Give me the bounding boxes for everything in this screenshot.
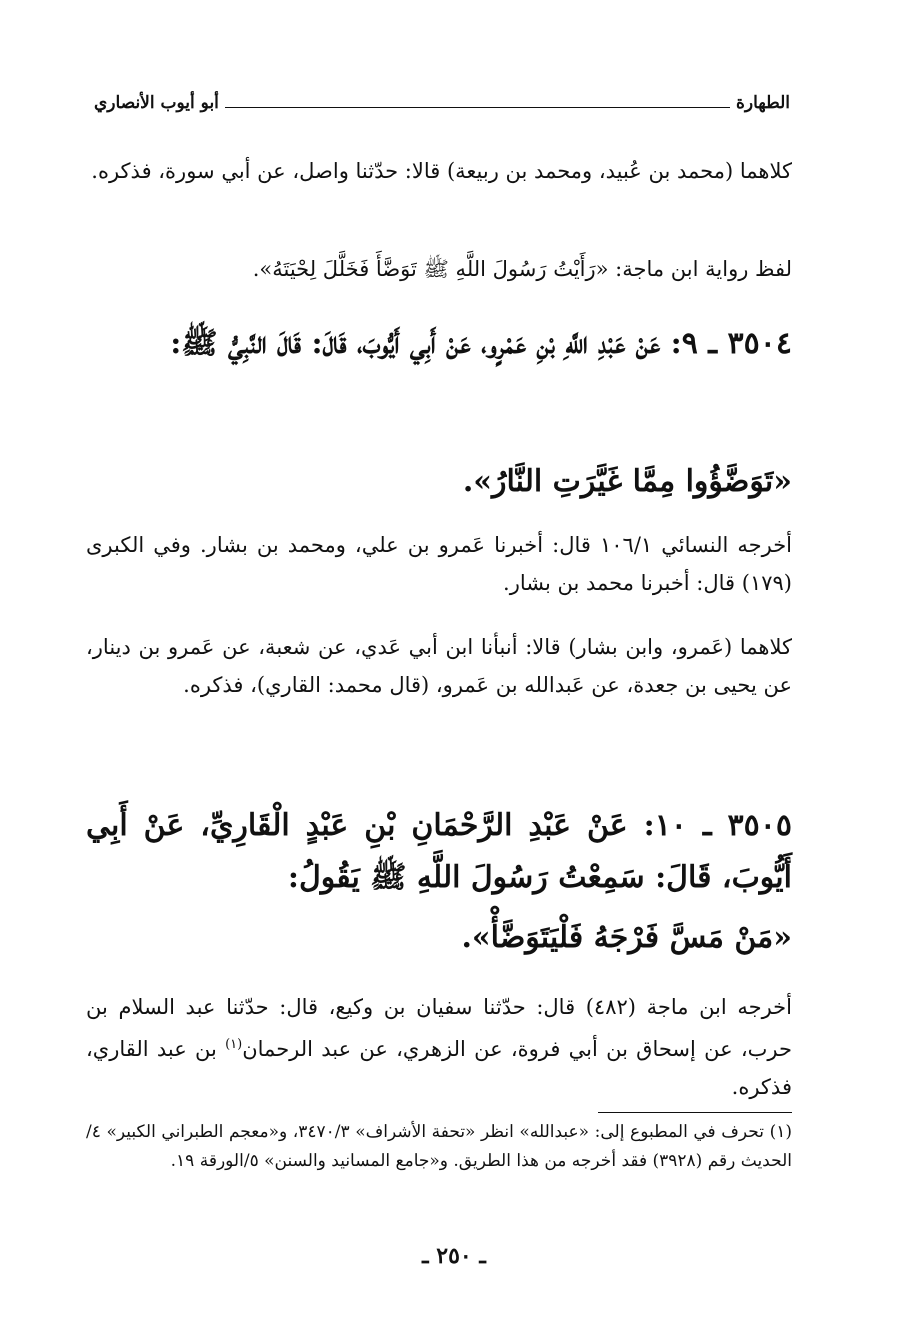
- paragraph-text: أخرجه ابن ماجة (٤٨٢) قال: حدّثنا سفيان بن وكيع، قال: حدّثنا عبد السلام بن حرب، عن إسحاق بن أبي فروة، عن الزهري، عن عبد الرحمان: [86, 995, 792, 1061]
- paragraph-text: كلاهما (محمد بن عُبيد، ومحمد بن ربيعة) قالا: حدّثنا واصل، عن أبي سورة، فذكره.: [91, 159, 792, 183]
- paragraph-chain-2: [86, 628, 792, 704]
- paragraph-ibn-majah-wording: [86, 250, 792, 288]
- hadith-3505-quote: [86, 912, 792, 964]
- paragraph-text: كلاهما (عَمرو، وابن بشار) قالا: أنبأنا ابن أبي عَدي، عن شعبة، عن عَمرو بن دينار، عن يحيى بن جعدة، عن عَبدالله بن عَمرو، (قال محمد: القاري)، فذكره.: [86, 635, 792, 697]
- header-chapter: الطهارة: [736, 93, 790, 113]
- hadith-text: ٣٥٠٤ ـ ٩: عَنْ عَبْدِ اللَّهِ بْنِ عَمْرٍو، عَنْ أَبِي أَيُّوبَ، قَالَ: قَالَ النَّبِيُّ ﷺ:: [170, 326, 792, 361]
- paragraph-text: لفظ رواية ابن ماجة: «رَأَيْتُ رَسُولَ اللَّهِ ﷺ تَوَضَّأَ فَخَلَّلَ لِحْيَتَهُ».: [252, 257, 792, 281]
- footnote-text: (١) تحرف في المطبوع إلى: «عبدالله» انظر «تحفة الأشراف» ٣٤٧٠/٣، و«معجم الطبراني الكبير» ٤/الحديث رقم (٣٩٢٨) فقد أخرجه من هذا الطريق. و«جامع المسانيد والسنن» ٥/الورقة ١٩.: [86, 1122, 792, 1171]
- hadith-quote-text: «تَوَضَّؤُوا مِمَّا غَيَّرَتِ النَّارُ».: [462, 464, 792, 499]
- running-header: [94, 90, 790, 116]
- paragraph-chain-1: [86, 152, 792, 190]
- page-number: ـ ٢٥٠ ـ: [422, 1243, 486, 1269]
- paragraph-ibn-majah-source: [86, 988, 792, 1106]
- header-companion: أبو أيوب الأنصاري: [94, 93, 219, 113]
- paragraph-text: بن عبد القاري، فذكره.: [86, 1037, 792, 1099]
- footnote: [86, 1118, 792, 1176]
- paragraph-text: أخرجه النسائي ١٠٦/١ قال: أخبرنا عَمرو بن علي، ومحمد بن بشار. وفي الكبرى (١٧٩) قال: أخبرنا محمد بن بشار.: [86, 533, 793, 595]
- hadith-3504-intro: [86, 318, 792, 370]
- hadith-text: ٣٥٠٥ ـ ١٠: عَنْ عَبْدِ الرَّحْمَانِ بْنِ عَبْدٍ الْقَارِيِّ، عَنْ أَبِي أَيُّوبَ، قَالَ: سَمِعْتُ رَسُولَ اللَّهِ ﷺ يَقُولُ:: [86, 808, 792, 895]
- hadith-3504-quote: [86, 456, 792, 508]
- header-rule: [225, 107, 730, 108]
- hadith-quote-text: «مَنْ مَسَّ فَرْجَهُ فَلْيَتَوَضَّأْ».: [461, 920, 792, 955]
- paragraph-nasai-source: [86, 526, 792, 602]
- hadith-3505-intro: [86, 800, 792, 904]
- footnote-rule: [598, 1112, 792, 1113]
- footnote-marker[interactable]: (١): [225, 1037, 243, 1052]
